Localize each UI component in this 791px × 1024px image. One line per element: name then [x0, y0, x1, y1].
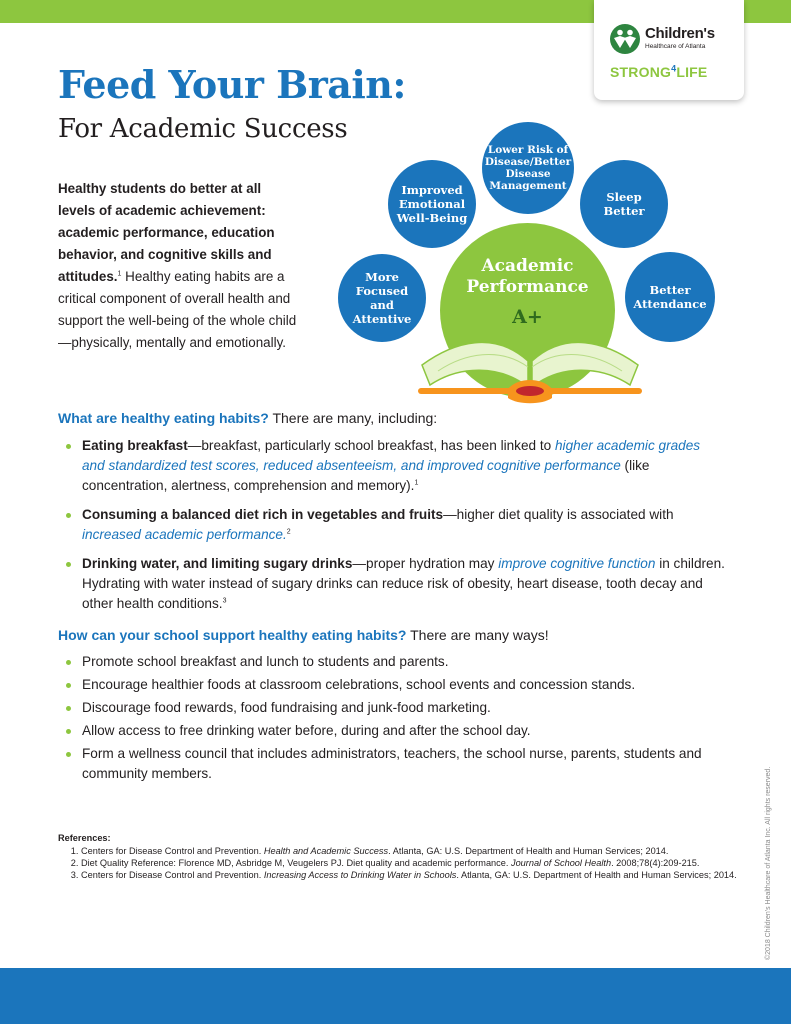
list-item: Eating breakfast—breakfast, particularly school breakfast, has been linked to higher academic grades and standardized test scores, reduced absenteeism, and improved cognitive performance (like concentration, alertness, comprehension and memory).$^1$ — [66, 436, 726, 496]
list-item: Consuming a balanced diet rich in vegetables and fruits—higher diet quality is associated with increased academic performance.$^2$ — [66, 505, 726, 545]
bullet-icon — [66, 752, 71, 757]
intro-ref: 1 — [117, 270, 122, 278]
bullet-icon — [66, 513, 71, 518]
bubble-lower-risk: Lower Risk of Disease/Better Disease Management — [482, 122, 574, 214]
intro-rest: Healthy eating habits are a critical component of overall health and support the well-being of the whole child—physically, mentally and emotionally. — [58, 269, 297, 350]
bullet-icon — [66, 729, 71, 734]
intro-bold: Healthy students do better at all levels of academic achievement: academic performance, education behavior, and cognitive skills and attitudes. — [58, 181, 275, 284]
section1-answer: There are many, including: — [268, 410, 438, 426]
section1-question: What are healthy eating habits? — [58, 410, 269, 426]
logo-subtitle: Healthcare of Atlanta — [645, 43, 706, 50]
reference-item: 1. Centers for Disease Control and Prevention. Health and Academic Success. Atlanta, GA: U.S. Department of Health and Human Services; 2014. — [81, 845, 738, 857]
list-item: Encourage healthier foods at classroom celebrations, school events and concession stands. — [66, 675, 726, 695]
section1-heading — [58, 410, 437, 426]
bullet-icon — [66, 683, 71, 688]
logo-name: Children's — [645, 25, 715, 42]
references-title: References: — [58, 833, 111, 843]
list-item: Promote school breakfast and lunch to students and parents. — [66, 652, 726, 672]
logo-card — [594, 0, 744, 100]
intro-paragraph — [58, 178, 298, 354]
section2-answer: There are many ways! — [406, 627, 549, 643]
bottom-accent-bar — [0, 968, 791, 1024]
academic-performance-graphic — [330, 118, 730, 408]
bubble-attendance: Better Attendance — [625, 252, 715, 342]
open-book-icon — [410, 303, 650, 408]
copyright-notice: ©2018 Children's Healthcare of Atlanta Inc. All rights reserved. — [765, 766, 772, 960]
children-figures-icon — [610, 24, 640, 54]
center-title: Academic Performance — [466, 256, 589, 297]
page-subtitle: For Academic Success — [58, 114, 348, 144]
bullet-icon — [66, 660, 71, 665]
center-grade: A+ — [512, 306, 543, 328]
bubble-sleep: Sleep Better — [580, 160, 668, 248]
list-item: Discourage food rewards, food fundraising and junk-food marketing. — [66, 698, 726, 718]
bubble-focused: More Focused and Attentive — [338, 254, 426, 342]
reference-item: 3. Centers for Disease Control and Prevention. Increasing Access to Drinking Water in Schools. Atlanta, GA: U.S. Department of Health and Human Services; 2014. — [81, 869, 738, 881]
list-item: Allow access to free drinking water before, during and after the school day. — [66, 721, 726, 741]
bullet-icon — [66, 706, 71, 711]
bullet-icon — [66, 562, 71, 567]
school-support-list — [66, 652, 726, 787]
list-item: Form a wellness council that includes administrators, teachers, the school nurse, parents, students and community members. — [66, 744, 726, 784]
section2-heading — [58, 627, 549, 643]
section2-question: How can your school support healthy eating habits? — [58, 627, 407, 643]
strong4life-logo: STRONG$^4$LIFE — [610, 63, 708, 80]
references — [58, 832, 738, 881]
bubble-emotional: Improved Emotional Well-Being — [388, 160, 476, 248]
list-item: Drinking water, and limiting sugary drinks—proper hydration may improve cognitive function in children. Hydrating with water instead of sugary drinks can reduce risk of obesity, heart disease, tooth decay and other health conditions.$^3$ — [66, 554, 726, 614]
reference-item: 2. Diet Quality Reference: Florence MD, Asbridge M, Veugelers PJ. Diet quality and academic performance. Journal of School Health. 2008;78(4):209-215. — [81, 857, 738, 869]
healthy-habits-list — [66, 436, 726, 623]
page-title: Feed Your Brain: — [58, 62, 406, 107]
bullet-icon — [66, 444, 71, 449]
